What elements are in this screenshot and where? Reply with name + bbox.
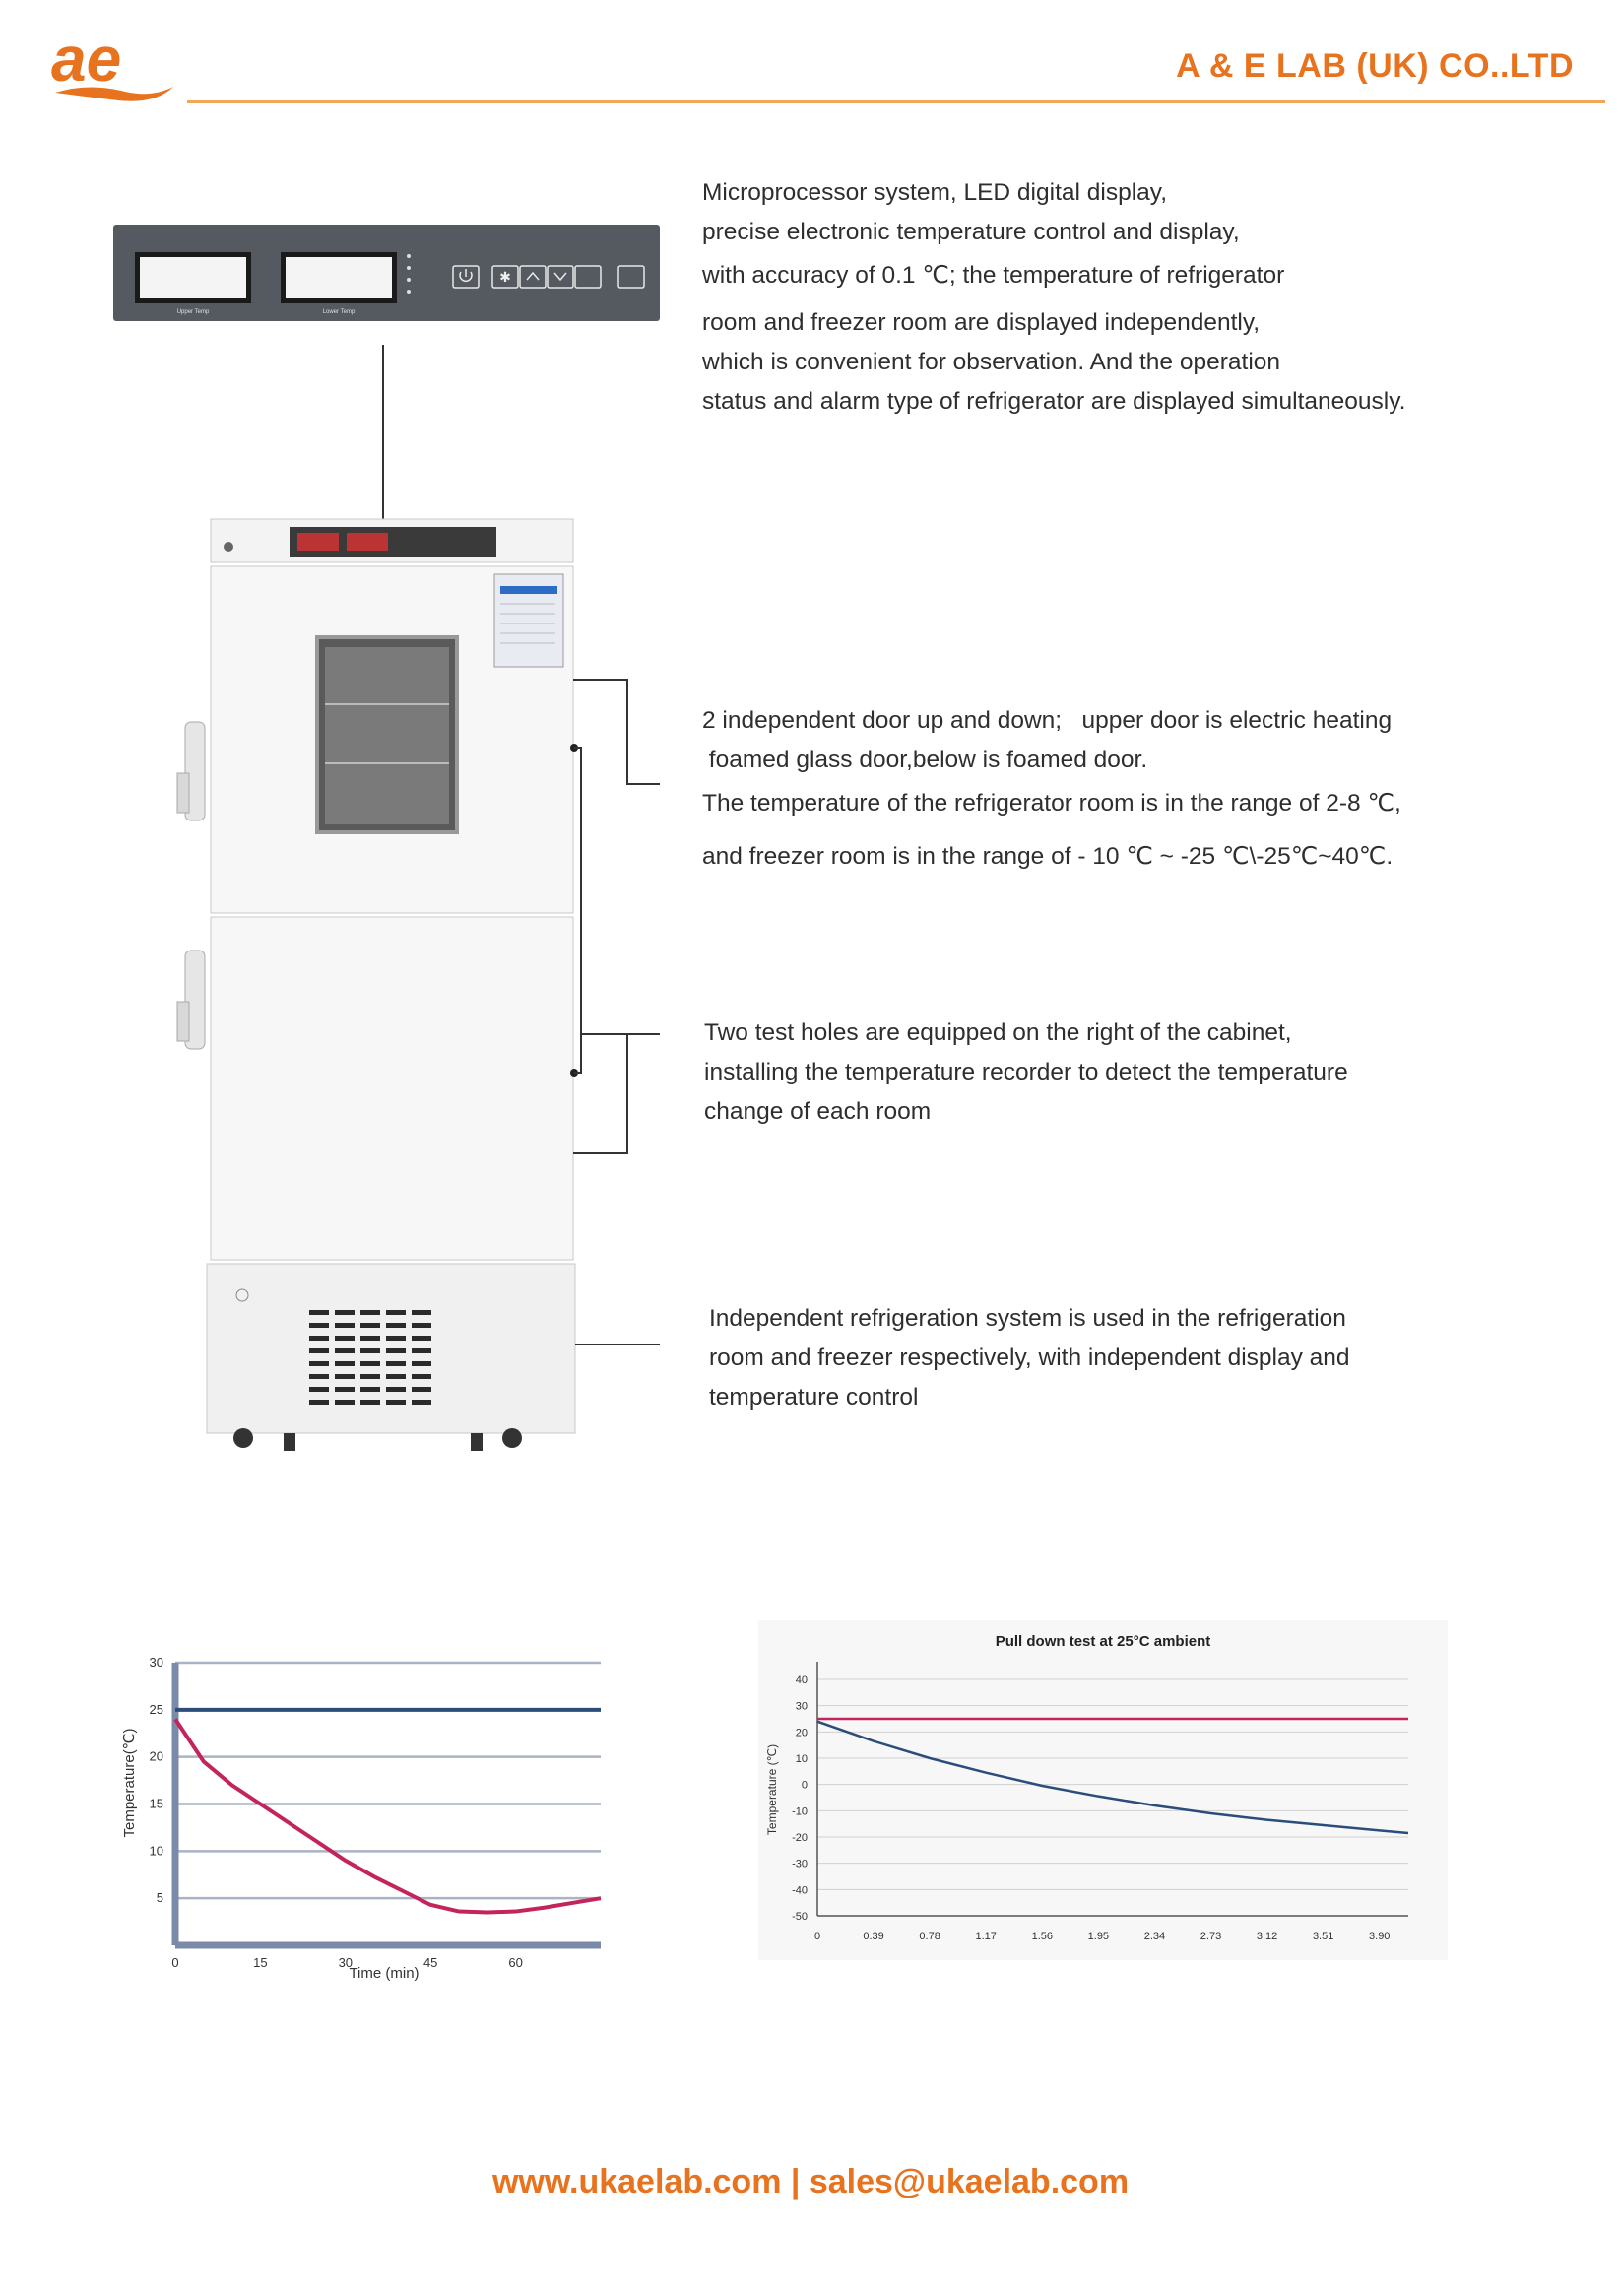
company-logo bbox=[47, 26, 185, 104]
refrigeration-description bbox=[709, 1299, 1350, 1417]
refrigeration-line: room and freezer respectively, with independent display and bbox=[709, 1345, 1350, 1371]
x-tick-label: 0 bbox=[813, 1931, 821, 1942]
pull-down-test-chart bbox=[758, 1620, 1448, 1960]
test-holes-line: Two test holes are equipped on the right of the cabinet, bbox=[704, 1019, 1292, 1046]
test-holes-line: change of each room bbox=[704, 1098, 932, 1125]
x-tick-label: 3.51 bbox=[1312, 1931, 1334, 1942]
chart2-ylabel: Temperature (℃) bbox=[765, 1743, 779, 1836]
refrigerator-illustration bbox=[167, 340, 660, 1463]
y-tick-label: 20 bbox=[795, 1727, 808, 1739]
y-tick-label: 15 bbox=[149, 1796, 163, 1811]
test-holes-description bbox=[704, 1014, 1348, 1132]
x-tick-label: 15 bbox=[253, 1955, 268, 1970]
upper-temp-label: Upper Temp bbox=[176, 309, 210, 315]
y-tick-label: 30 bbox=[149, 1655, 163, 1670]
y-tick-label: 5 bbox=[156, 1890, 163, 1906]
y-tick-label: -40 bbox=[792, 1884, 808, 1897]
display-line: room and freezer room are displayed independently, bbox=[702, 309, 1261, 336]
display-line: status and alarm type of refrigerator are displayed simultaneously. bbox=[702, 388, 1406, 415]
header-divider bbox=[187, 100, 1605, 103]
x-tick-label: 2.34 bbox=[1143, 1931, 1166, 1942]
refrigeration-line: temperature control bbox=[709, 1384, 919, 1410]
x-tick-label: 1.56 bbox=[1031, 1931, 1054, 1942]
lower-temp-label: Lower Temp bbox=[322, 309, 356, 315]
x-tick-label: 60 bbox=[508, 1955, 523, 1970]
chart1-xlabel: Time (min) bbox=[349, 1965, 420, 1982]
chart1-ylabel: Temperature(℃) bbox=[121, 1728, 138, 1838]
test-holes-line: installing the temperature recorder to detect the temperature bbox=[704, 1059, 1348, 1085]
y-tick-label: 20 bbox=[149, 1748, 163, 1764]
doors-line: and freezer room is in the range of - 10 ℃ ~ -25 ℃\-25℃~40℃. bbox=[702, 843, 1394, 870]
display-line: with accuracy of 0.1 ℃; the temperature of refrigerator bbox=[702, 262, 1285, 289]
x-tick-label: 45 bbox=[422, 1955, 438, 1970]
x-tick-label: 0 bbox=[171, 1955, 179, 1970]
chart2-title: Pull down test at 25°C ambient bbox=[995, 1633, 1211, 1650]
x-tick-label: 2.73 bbox=[1200, 1931, 1222, 1942]
refrigeration-line: Independent refrigeration system is used in the refrigeration bbox=[709, 1305, 1346, 1332]
display-line: which is convenient for observation. And the operation bbox=[702, 349, 1281, 375]
y-tick-label: 0 bbox=[801, 1779, 808, 1792]
y-tick-label: 40 bbox=[795, 1674, 808, 1686]
y-tick-label: -10 bbox=[792, 1805, 808, 1818]
x-tick-label: 1.95 bbox=[1087, 1931, 1110, 1942]
doors-line: 2 independent door up and down; upper door is electric heating bbox=[702, 707, 1393, 734]
x-tick-label: 1.17 bbox=[975, 1931, 997, 1942]
x-tick-label: 3.90 bbox=[1369, 1931, 1391, 1942]
display-description bbox=[702, 173, 1405, 422]
y-tick-label: 10 bbox=[795, 1753, 808, 1765]
footer-contact: www.ukaelab.com | sales@ukaelab.com bbox=[491, 2163, 1130, 2200]
control-panel-illustration bbox=[113, 225, 665, 323]
y-tick-label: 30 bbox=[795, 1700, 808, 1713]
doors-description bbox=[702, 701, 1401, 877]
company-name: A & E LAB (UK) CO..LTD bbox=[1176, 47, 1574, 85]
y-tick-label: 25 bbox=[149, 1701, 163, 1717]
x-tick-label: 0.39 bbox=[863, 1931, 884, 1942]
y-tick-label: 10 bbox=[149, 1843, 163, 1859]
x-tick-label: 30 bbox=[338, 1955, 354, 1970]
y-tick-label: -20 bbox=[792, 1832, 808, 1844]
y-tick-label: -50 bbox=[792, 1911, 808, 1923]
series-line-1 bbox=[175, 1719, 601, 1912]
x-tick-label: 3.12 bbox=[1256, 1931, 1278, 1942]
x-tick-label: 0.78 bbox=[919, 1931, 940, 1942]
display-line: Microprocessor system, LED digital display, bbox=[702, 179, 1168, 206]
logo-text: ae bbox=[51, 26, 122, 95]
doors-line: foamed glass door,below is foamed door. bbox=[702, 747, 1148, 773]
cooling-curve-chart bbox=[108, 1635, 630, 2000]
display-line: precise electronic temperature control and display, bbox=[702, 219, 1240, 245]
doors-line: The temperature of the refrigerator room is in the range of 2-8 ℃, bbox=[702, 790, 1401, 817]
y-tick-label: -30 bbox=[792, 1858, 808, 1870]
svg-text:✱: ✱ bbox=[499, 269, 511, 285]
